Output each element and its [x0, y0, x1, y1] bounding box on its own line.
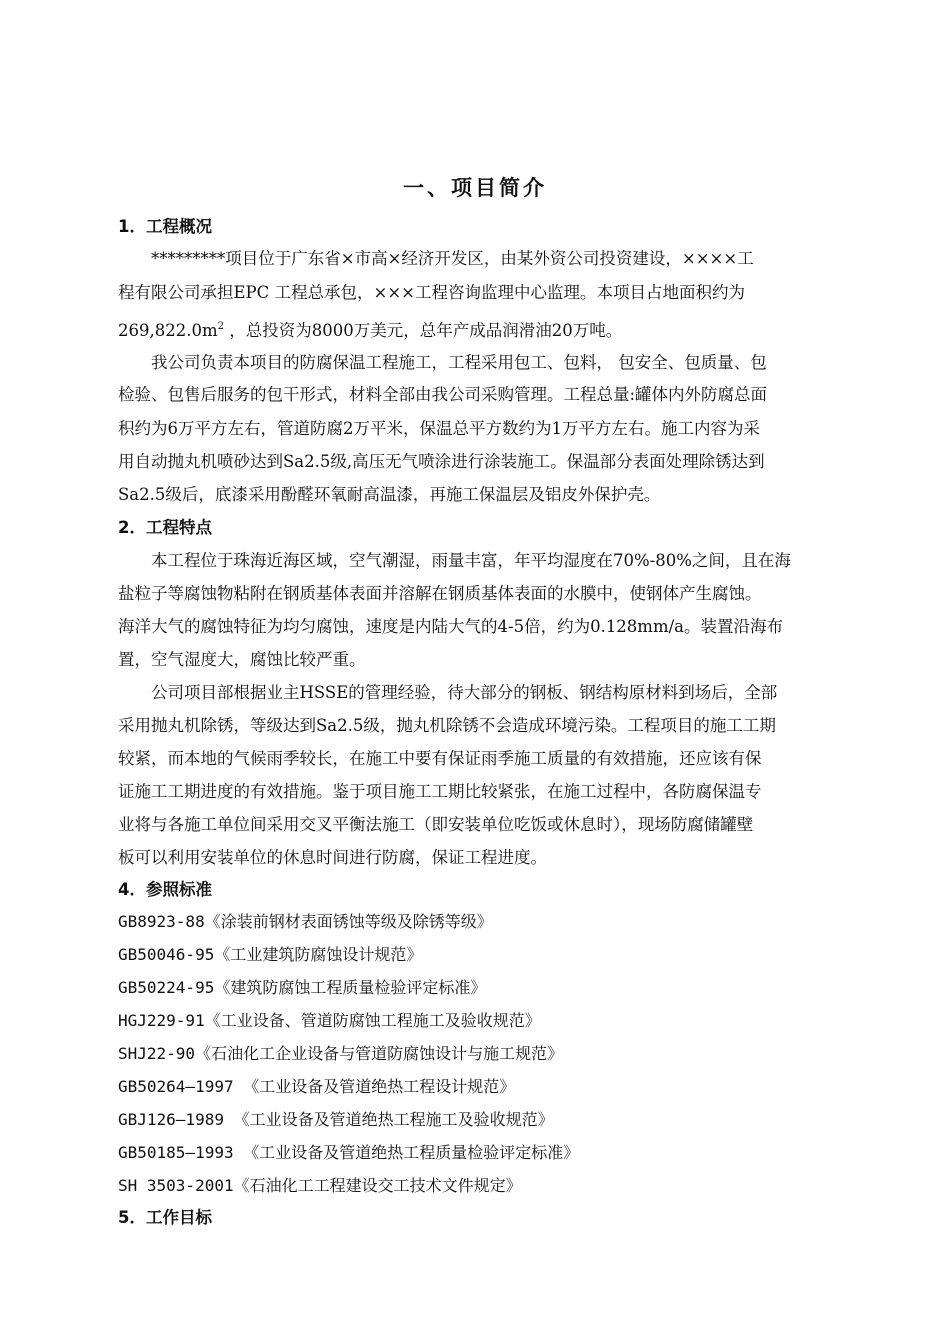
paragraph-line: 板可以利用安装单位的休息时间进行防腐，保证工程进度。: [118, 848, 547, 867]
standard-item: SHJ22-90《石油化工企业设备与管道防腐蚀设计与施工规范》: [118, 1044, 564, 1063]
standard-item: GB50264—1997 《工业设备及管道绝热工程设计规范》: [118, 1077, 516, 1096]
page-title: 一、项目简介: [403, 176, 547, 200]
paragraph-line: 置，空气湿度大，腐蚀比较严重。: [118, 650, 366, 669]
paragraph-line: 证施工工期进度的有效措施。鉴于项目施工工期比较紧张，在施工过程中，各防腐保温专: [118, 782, 762, 801]
paragraph-line: 程有限公司承担EPC 工程总承包，×××工程咨询监理中心监理。本项目占地面积约为: [118, 283, 745, 302]
paragraph-line: 用自动抛丸机喷砂达到Sa2.5级,高压无气喷涂进行涂装施工。保温部分表面处理除锈达到: [118, 452, 765, 471]
standard-item: HGJ229-91《工业设备、管道防腐蚀工程施工及验收规范》: [118, 1011, 541, 1030]
standard-item: GBJ126—1989 《工业设备及管道绝热工程施工及验收规范》: [118, 1110, 554, 1129]
paragraph-line: 采用抛丸机除锈，等级达到Sa2.5级，抛丸机除锈不会造成环境污染。工程项目的施工工期: [118, 716, 776, 735]
standard-item: GB8923-88《涂装前钢材表面锈蚀等级及除锈等级》: [118, 912, 493, 931]
area-value: 269,822.0m: [118, 321, 218, 340]
standard-item: GB50046-95《工业建筑防腐蚀设计规范》: [118, 945, 423, 964]
paragraph-line: 检验、包售后服务的包干形式，材料全部由我公司采购管理。工程总量:罐体内外防腐总面: [118, 385, 768, 404]
standard-item: SH 3503-2001《石油化工工程建设交工技术文件规定》: [118, 1176, 522, 1195]
superscript: 2: [217, 321, 224, 332]
standard-item: GB50185—1993 《工业设备及管道绝热工程质量检验评定标准》: [118, 1143, 580, 1162]
paragraph-line: 积约为6万平方左右，管道防腐2万平米，保温总平方数约为1万平方左右。施工内容为采: [118, 419, 760, 438]
paragraph-line: 公司项目部根据业主HSSE的管理经验，待大部分的钢板、钢结构原材料到场后，全部: [151, 683, 778, 702]
paragraph-line: 较紧，而本地的气候雨季较长，在施工中要有保证雨季施工质量的有效措施，还应该有保: [118, 749, 762, 768]
investment-text: ，总投资为8000万美元，总年产成品润滑油20万吨。: [229, 321, 623, 340]
section-heading-goals: 5．工作目标: [118, 1208, 212, 1227]
paragraph-line: 海洋大气的腐蚀特征为均匀腐蚀，速度是内陆大气的4-5倍，约为0.128mm/a。装置沿海布: [118, 617, 783, 636]
standard-item: GB50224-95《建筑防腐蚀工程质量检验评定标准》: [118, 978, 487, 997]
paragraph-line: *********项目位于广东省×市高×经济开发区，由某外资公司投资建设，××××工: [151, 249, 754, 268]
paragraph-line: Sa2.5级后，底漆采用酚醛环氧耐高温漆，再施工保温层及铝皮外保护壳。: [118, 485, 661, 504]
section-heading-standards: 4．参照标准: [118, 880, 212, 899]
paragraph-line: 盐粒子等腐蚀物粘附在钢质基体表面并溶解在钢质基体表面的水膜中，使钢体产生腐蚀。: [118, 584, 762, 603]
paragraph-line: 本工程位于珠海近海区域，空气潮湿，雨量丰富，年平均湿度在70%-80%之间，且在海: [151, 551, 791, 570]
section-heading-overview: 1．工程概况: [118, 217, 212, 236]
paragraph-line: [118, 316, 622, 342]
paragraph-line: 我公司负责本项目的防腐保温工程施工，工程采用包工、包料， 包安全、包质量、包: [151, 353, 767, 372]
paragraph-line: 业将与各施工单位间采用交叉平衡法施工（即安装单位吃饭或休息时），现场防腐储罐壁: [118, 815, 754, 834]
section-heading-features: 2．工程特点: [118, 518, 212, 537]
